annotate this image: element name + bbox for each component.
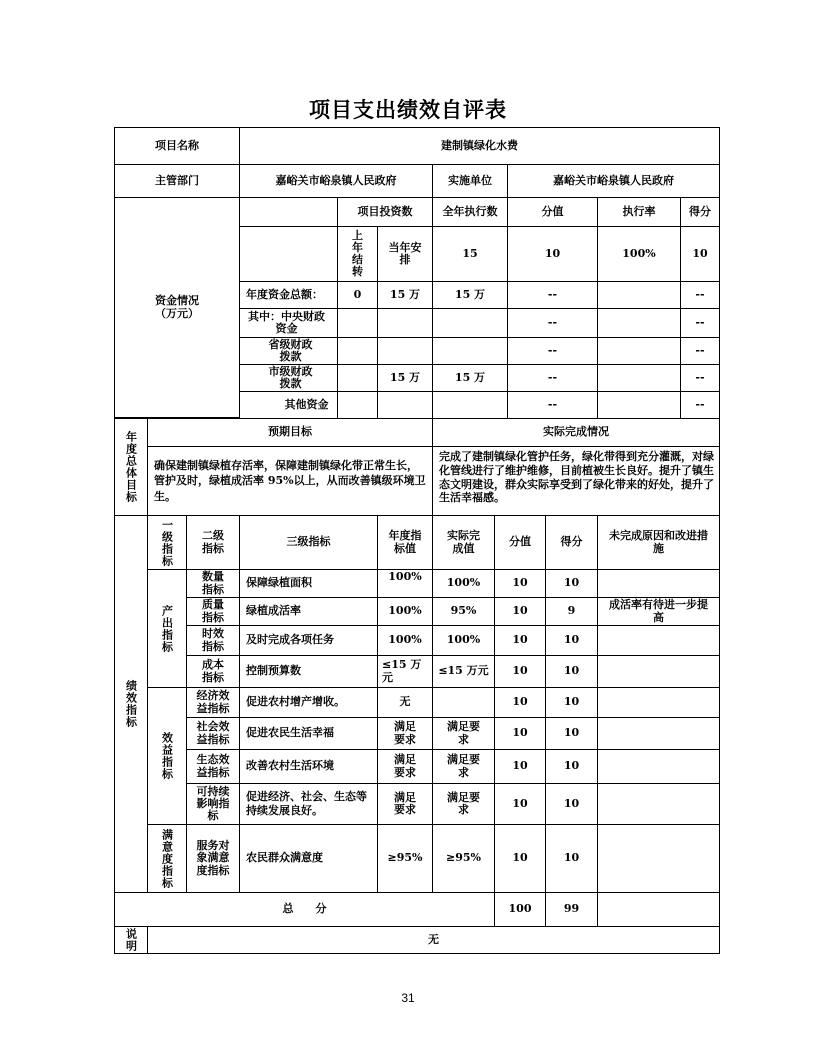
project-name-label: 项目名称	[114, 127, 240, 165]
perf-target: 100%	[377, 597, 433, 626]
perf-header-level3: 三级指标	[239, 515, 378, 570]
perf-reason	[597, 625, 720, 656]
perf-header-level2: 二级指标	[186, 515, 240, 570]
perf-score-value: 10	[494, 749, 546, 784]
fund-row-score-value: --	[507, 337, 598, 365]
perf-target: ≥95%	[377, 824, 433, 893]
fund-row-prev	[337, 337, 378, 365]
perf-score: 10	[545, 625, 598, 656]
perf-target: ≤15 万元	[377, 655, 433, 688]
perf-actual: ≥95%	[432, 824, 495, 893]
perf-header-reason: 未完成原因和改进措施	[597, 515, 720, 570]
funds-sub-current: 当年安排	[377, 226, 433, 282]
perf-header-actual: 实际完成值	[432, 515, 495, 570]
perf-level2: 经济效益指标	[186, 687, 240, 718]
perf-actual: 满足要求	[432, 749, 495, 784]
funds-sub-prev: 上年结转	[337, 226, 378, 282]
fund-row-score: --	[680, 391, 720, 419]
fund-row-current	[377, 308, 433, 338]
perf-actual: 满足要求	[432, 783, 495, 825]
fund-row-score-value: --	[507, 364, 598, 392]
note-value: 无	[147, 926, 720, 954]
fund-row-score-value: --	[507, 308, 598, 338]
perf-level2: 生态效益指标	[186, 749, 240, 784]
perf-score-value: 10	[494, 687, 546, 718]
perf-reason	[597, 569, 720, 598]
project-name-value: 建制镇绿化水费	[239, 127, 720, 165]
perf-target: 满足要求	[377, 717, 433, 750]
fund-row-annual	[432, 308, 508, 338]
perf-reason	[597, 717, 720, 750]
fund-row-label: 省级财政拨款	[239, 337, 338, 365]
perf-target: 无	[377, 687, 433, 718]
perf-level2: 质量指标	[186, 597, 240, 626]
perf-header-score: 得分	[545, 515, 598, 570]
perf-level3: 绿植成活率	[239, 597, 378, 626]
funds-sub-score-value: 10	[507, 226, 598, 282]
funds-header-score-value: 分值	[507, 197, 598, 227]
perf-score-value: 10	[494, 569, 546, 598]
perf-level3: 促进农民生活幸福	[239, 717, 378, 750]
funds-header-score: 得分	[680, 197, 720, 227]
perf-score-value: 10	[494, 625, 546, 656]
performance-label: 绩效指标	[114, 515, 148, 893]
fund-row-exec-rate	[597, 364, 681, 392]
fund-row-annual: 15 万	[432, 364, 508, 392]
perf-target: 满足要求	[377, 749, 433, 784]
perf-actual: 满足要求	[432, 717, 495, 750]
note-label: 说明	[114, 926, 148, 954]
funds-header-annual: 全年执行数	[432, 197, 508, 227]
fund-row-label: 其他资金	[239, 391, 338, 419]
fund-row-label: 年度资金总额：	[239, 281, 338, 309]
fund-row-current	[377, 337, 433, 365]
fund-row-current	[377, 391, 433, 419]
perf-level3: 及时完成各项任务	[239, 625, 378, 656]
perf-actual	[432, 687, 495, 718]
goals-planned-header: 预期目标	[147, 418, 433, 447]
perf-actual: 100%	[432, 625, 495, 656]
funds-label: 资金情况（万元）	[114, 197, 240, 418]
fund-row-score: --	[680, 364, 720, 392]
perf-score-value: 10	[494, 717, 546, 750]
funds-sub-annual: 15	[432, 226, 508, 282]
perf-score: 10	[545, 749, 598, 784]
perf-group-label: 效益指标	[147, 687, 187, 825]
perf-reason	[597, 655, 720, 688]
perf-reason: 成活率有待进一步提高	[597, 597, 720, 626]
goals-label: 年度总体目标	[114, 418, 148, 516]
perf-score-value: 10	[494, 824, 546, 893]
perf-header-level1: 一级指标	[147, 515, 187, 570]
funds-header-invest: 项目投资数	[337, 197, 433, 227]
perf-group-label: 产出指标	[147, 569, 187, 688]
perf-level2: 可持续影响指标	[186, 783, 240, 825]
perf-reason	[597, 783, 720, 825]
total-score-value: 100	[494, 892, 546, 927]
impl-value: 嘉峪关市峪泉镇人民政府	[507, 164, 720, 198]
perf-level3: 控制预算数	[239, 655, 378, 688]
perf-level3: 改善农村生活环境	[239, 749, 378, 784]
fund-row-current: 15 万	[377, 364, 433, 392]
goals-planned-text: 确保建制镇绿植存活率，保障建制镇绿化带正常生长，管护及时，绿植成活率 95%以上，从而改善镇级环境卫生。	[147, 446, 433, 516]
funds-header-blank	[239, 197, 338, 227]
fund-row-score: --	[680, 281, 720, 309]
funds-sub-exec-rate: 100%	[597, 226, 681, 282]
dept-label: 主管部门	[114, 164, 240, 198]
perf-score: 9	[545, 597, 598, 626]
fund-row-exec-rate	[597, 308, 681, 338]
funds-sub-score: 10	[680, 226, 720, 282]
fund-row-exec-rate	[597, 281, 681, 309]
perf-group-label: 满意度指标	[147, 824, 187, 893]
page-title: 项目支出绩效自评表	[309, 98, 507, 122]
dept-value: 嘉峪关市峪泉镇人民政府	[239, 164, 433, 198]
perf-score: 10	[545, 655, 598, 688]
fund-row-score-value: --	[507, 281, 598, 309]
perf-target: 100%	[377, 625, 433, 656]
fund-row-prev	[337, 308, 378, 338]
perf-level3: 保障绿植面积	[239, 569, 378, 598]
page-number: 31	[401, 991, 415, 1005]
perf-header-target: 年度指标值	[377, 515, 433, 570]
total-reason-blank	[597, 892, 720, 927]
perf-level3: 农民群众满意度	[239, 824, 378, 893]
perf-actual: 100%	[432, 569, 495, 598]
perf-score-value: 10	[494, 655, 546, 688]
fund-row-prev	[337, 391, 378, 419]
fund-row-exec-rate	[597, 337, 681, 365]
perf-level3: 促进农村增产增收。	[239, 687, 378, 718]
fund-row-annual	[432, 391, 508, 419]
perf-reason	[597, 824, 720, 893]
perf-level2: 服务对象满意度指标	[186, 824, 240, 893]
goals-actual-header: 实际完成情况	[432, 418, 720, 447]
fund-row-label: 其中：中央财政资金	[239, 308, 338, 338]
impl-label: 实施单位	[432, 164, 508, 198]
perf-actual: ≤15 万元	[432, 655, 495, 688]
fund-row-current: 15 万	[377, 281, 433, 309]
fund-row-prev	[337, 364, 378, 392]
perf-score-value: 10	[494, 783, 546, 825]
perf-score-value: 10	[494, 597, 546, 626]
perf-actual: 95%	[432, 597, 495, 626]
perf-score: 10	[545, 783, 598, 825]
perf-level2: 社会效益指标	[186, 717, 240, 750]
total-label: 总 分	[114, 892, 495, 927]
perf-reason	[597, 687, 720, 718]
total-score: 99	[545, 892, 598, 927]
perf-score: 10	[545, 687, 598, 718]
perf-score: 10	[545, 717, 598, 750]
perf-level3: 促进经济、社会、生态等持续发展良好。	[239, 783, 378, 825]
perf-target: 100%	[377, 569, 433, 598]
perf-level2: 时效指标	[186, 625, 240, 656]
fund-row-score: --	[680, 337, 720, 365]
perf-target: 满足要求	[377, 783, 433, 825]
perf-level2: 数量指标	[186, 569, 240, 598]
fund-row-label: 市级财政拨款	[239, 364, 338, 392]
perf-header-score-value: 分值	[494, 515, 546, 570]
goals-actual-text: 完成了建制镇绿化管护任务，绿化带得到充分灌溉，对绿化管线进行了维护维修，目前植被生长良好。提升了镇生态文明建设，群众实际享受到了绿化带来的好处，提升了生活幸福感。	[432, 446, 720, 516]
fund-row-score-value: --	[507, 391, 598, 419]
funds-header-exec-rate: 执行率	[597, 197, 681, 227]
perf-reason	[597, 749, 720, 784]
fund-row-exec-rate	[597, 391, 681, 419]
funds-sub-blank	[239, 226, 338, 282]
fund-row-score: --	[680, 308, 720, 338]
perf-score: 10	[545, 824, 598, 893]
fund-row-annual: 15 万	[432, 281, 508, 309]
fund-row-annual	[432, 337, 508, 365]
fund-row-prev: 0	[337, 281, 378, 309]
perf-level2: 成本指标	[186, 655, 240, 688]
perf-score: 10	[545, 569, 598, 598]
